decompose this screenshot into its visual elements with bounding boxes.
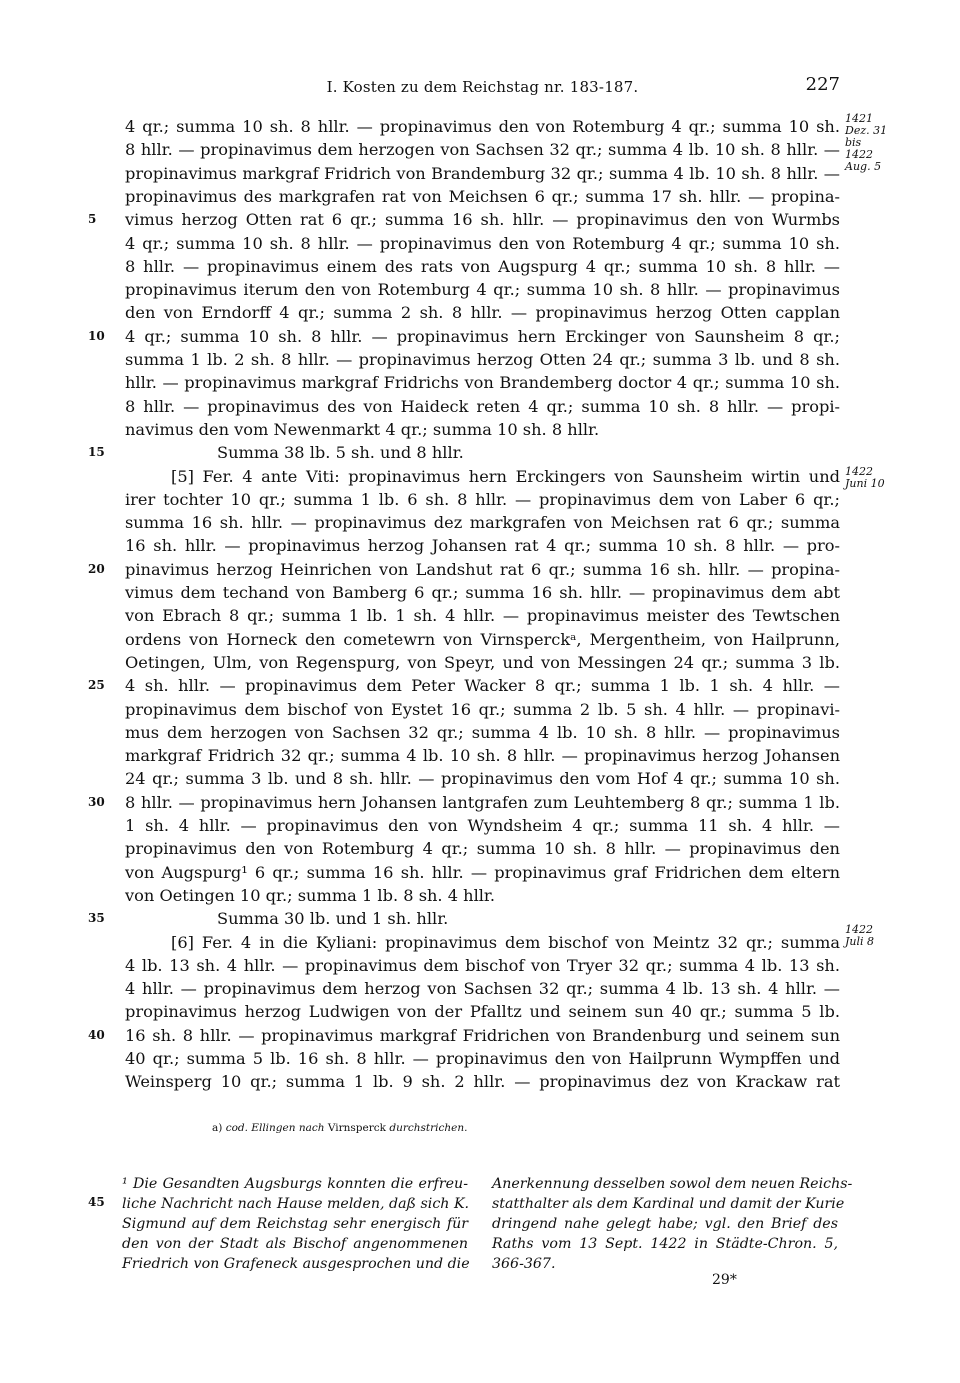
body-line: Summa 30 lb. und 1 sh. hllr. [217, 909, 449, 929]
body-line: 8 hllr. — propinavimus einem des rats von Augspurg 4 qr.; summa 10 sh. 8 hllr. — [125, 256, 840, 276]
body-line: mus dem herzogen von Sachsen 32 qr.; summa 4 lb. 10 sh. 8 hllr. — propinavimus [125, 722, 840, 742]
body-line: 1 sh. 4 hllr. — propinavimus den von Wyndsheim 4 qr.; summa 11 sh. 4 hllr. — [125, 816, 840, 835]
margin-note-line: Dez. 31 [845, 124, 888, 137]
body-line: 16 sh. 8 hllr. — propinavimus markgraf Fridrichen von Brandenburg und seinem sun [125, 1025, 840, 1045]
footnote-line: liche Nachricht nach Hause melden, daß sich K. [122, 1196, 470, 1212]
footnote-line: dringend nahe gelegt habe; vgl. den Brief des [492, 1216, 838, 1232]
body-line: [6] Fer. 4 in die Kyliani: propinavimus dem bischof von Meintz 32 qr.; summa [171, 932, 840, 952]
footnote-a-text-3: Virnsperck [327, 1122, 386, 1134]
body-line: propinavimus markgraf Fridrich von Brandemburg 32 qr.; summa 4 lb. 10 sh. 8 hllr. — [125, 163, 840, 183]
line-number: 5 [88, 212, 97, 227]
line-number: 45 [88, 1195, 105, 1209]
margin-note-line: bis [845, 136, 862, 149]
body-line: propinavimus dem bischof von Eystet 16 qr.; summa 2 lb. 5 sh. 4 hllr. — propinavi- [125, 699, 840, 719]
line-number: 10 [88, 328, 105, 343]
body-line: markgraf Fridrich 32 qr.; summa 4 lb. 10 sh. 8 hllr. — propinavimus herzog Johansen [125, 746, 840, 766]
body-line: von Ebrach 8 qr.; summa 1 lb. 1 sh. 4 hllr. — propinavimus meister des Tewtschen [125, 606, 840, 626]
running-head: I. Kosten zu dem Reichstag nr. 183-187. [326, 78, 639, 96]
line-number: 40 [88, 1027, 105, 1042]
footnote-line: Friedrich von Grafeneck ausgesprochen und die [122, 1256, 470, 1272]
body-line: 4 qr.; summa 10 sh. 8 hllr. — propinavimus den von Rotemburg 4 qr.; summa 10 sh. [125, 117, 840, 136]
body-line: propinavimus herzog Ludwigen von der Pfalltz und seinem sun 40 qr.; summa 5 lb. [125, 1002, 840, 1022]
body-line: propinavimus iterum den von Rotemburg 4 qr.; summa 10 sh. 8 hllr. — propinavimus [125, 280, 840, 300]
footnote-a-text-2: nach [298, 1122, 325, 1134]
margin-note-line: Aug. 5 [845, 160, 882, 173]
body-line: 24 qr.; summa 3 lb. und 8 sh. hllr. — propinavimus den vom Hof 4 qr.; summa 10 sh. [125, 769, 840, 789]
margin-note-line: Juni 10 [845, 477, 885, 490]
body-line: Oetingen, Ulm, von Regenspurg, von Speyr, und von Messingen 24 qr.; summa 3 lb. [125, 652, 840, 672]
margin-date-note [845, 924, 905, 948]
margin-note-line: 1421 [845, 112, 873, 125]
margin-note-line: 1422 [845, 923, 873, 936]
body-line: 8 hllr. — propinavimus des von Haideck reten 4 qr.; summa 10 sh. 8 hllr. — propi- [125, 396, 840, 416]
line-number: 15 [88, 445, 105, 460]
body-line: 16 sh. hllr. — propinavimus herzog Johansen rat 4 qr.; summa 10 sh. 8 hllr. — pro- [125, 536, 840, 556]
body-line: den von Erndorff 4 qr.; summa 2 sh. 8 hllr. — propinavimus herzog Otten capplan [125, 303, 840, 323]
footnote-line: ¹ Die Gesandten Augsburgs konnten die erfreu- [122, 1176, 468, 1192]
body-line: pinavimus herzog Heinrichen von Landshut rat 6 qr.; summa 16 sh. hllr. — propina- [125, 559, 840, 579]
body-line: 40 qr.; summa 5 lb. 16 sh. 8 hllr. — propinavimus den von Hailprunn Wympffen und [125, 1049, 840, 1068]
body-line: Summa 38 lb. 5 sh. und 8 hllr. [217, 443, 464, 463]
body-line: 8 hllr. — propinavimus hern Johansen lantgrafen zum Leuhtemberg 8 qr.; summa 1 lb. [125, 792, 840, 812]
body-line: von Augspurg¹ 6 qr.; summa 16 sh. hllr. — propinavimus graf Fridrichen dem eltern [125, 862, 840, 882]
signature-mark: 29* [712, 1272, 737, 1288]
footnote-a-text-1: cod. Ellingen [225, 1122, 296, 1134]
footnote-a-text-4: durchstrichen. [389, 1122, 468, 1134]
line-number: 25 [88, 678, 105, 693]
page-number: 227 [805, 74, 840, 95]
body-line: propinavimus den von Rotemburg 4 qr.; summa 10 sh. 8 hllr. — propinavimus den [125, 839, 840, 859]
body-line: vimus dem techand von Bamberg 6 qr.; summa 16 sh. hllr. — propinavimus dem abt [125, 583, 840, 602]
body-line: 4 qr.; summa 10 sh. 8 hllr. — propinavimus hern Erckinger von Saunsheim 8 qr.; [125, 326, 840, 346]
footnote-line: Sigmund auf dem Reichstag sehr energisch für [122, 1216, 468, 1232]
line-number: 20 [88, 561, 105, 576]
footnote-1-left-column [122, 1174, 468, 1274]
margin-note-line: 1422 [845, 465, 873, 478]
footnote-line: Anerkennung desselben sowol dem neuen Reichs- [492, 1176, 853, 1192]
line-number: 35 [88, 911, 105, 926]
body-line: [5] Fer. 4 ante Viti: propinavimus hern Erckingers von Saunsheim wirtin und [171, 466, 840, 486]
page-header [125, 74, 840, 102]
body-line: vimus herzog Otten rat 6 qr.; summa 16 sh. hllr. — propinavimus den von Wurmbs [125, 210, 840, 230]
margin-date-note [845, 466, 905, 490]
body-line: 8 hllr. — propinavimus dem herzogen von Sachsen 32 qr.; summa 4 lb. 10 sh. 8 hllr. — [125, 140, 840, 160]
footnote-line: den von der Stadt als Bischof angenommenen [122, 1236, 468, 1252]
margin-note-line: 1422 [845, 148, 873, 161]
margin-date-note [845, 113, 905, 173]
body-line: summa 16 sh. hllr. — propinavimus dez markgrafen von Meichsen rat 6 qr.; summa [125, 513, 840, 533]
body-line: navimus den vom Newenmarkt 4 qr.; summa 10 sh. 8 hllr. [125, 419, 600, 439]
footnote-line: statthalter als dem Kardinal und damit der Kurie [492, 1196, 845, 1212]
body-line: propinavimus des markgrafen rat von Meichsen 6 qr.; summa 17 sh. hllr. — propina- [125, 186, 840, 206]
body-line: 4 qr.; summa 10 sh. 8 hllr. — propinavimus den von Rotemburg 4 qr.; summa 10 sh. [125, 233, 840, 253]
body-line: 4 hllr. — propinavimus dem herzog von Sachsen 32 qr.; summa 4 lb. 13 sh. 4 hllr. — [125, 979, 840, 999]
body-line: irer tochter 10 qr.; summa 1 lb. 6 sh. 8 hllr. — propinavimus dem von Laber 6 qr.; [125, 489, 840, 509]
body-line: von Oetingen 10 qr.; summa 1 lb. 8 sh. 4 hllr. [125, 885, 496, 905]
body-line: summa 1 lb. 2 sh. 8 hllr. — propinavimus herzog Otten 24 qr.; summa 3 lb. und 8 sh. [125, 350, 840, 369]
footnote-1-right-column [492, 1174, 853, 1274]
margin-note-line: Juli 8 [845, 935, 875, 948]
footnote-a [212, 1122, 467, 1134]
body-line: 4 lb. 13 sh. 4 hllr. — propinavimus dem bischof von Tryer 32 qr.; summa 4 lb. 13 sh. [125, 955, 840, 975]
body-line: hllr. — propinavimus markgraf Fridrichs von Brandemberg doctor 4 qr.; summa 10 sh. [125, 373, 840, 393]
body-line: Weinsperg 10 qr.; summa 1 lb. 9 sh. 2 hllr. — propinavimus dez von Krackaw rat [125, 1072, 840, 1092]
body-line: 4 sh. hllr. — propinavimus dem Peter Wacker 8 qr.; summa 1 lb. 1 sh. 4 hllr. — [125, 676, 840, 696]
footnote-line: Raths vom 13 Sept. 1422 in Städte-Chron. 5, [492, 1236, 838, 1252]
body-line: ordens von Horneck den cometewrn von Virnsperckᵃ, Mergentheim, von Hailprunn, [125, 629, 840, 649]
footnote-line: 366-367. [492, 1256, 556, 1272]
footnote-a-marker: a) [212, 1122, 223, 1134]
line-number: 30 [88, 794, 105, 809]
